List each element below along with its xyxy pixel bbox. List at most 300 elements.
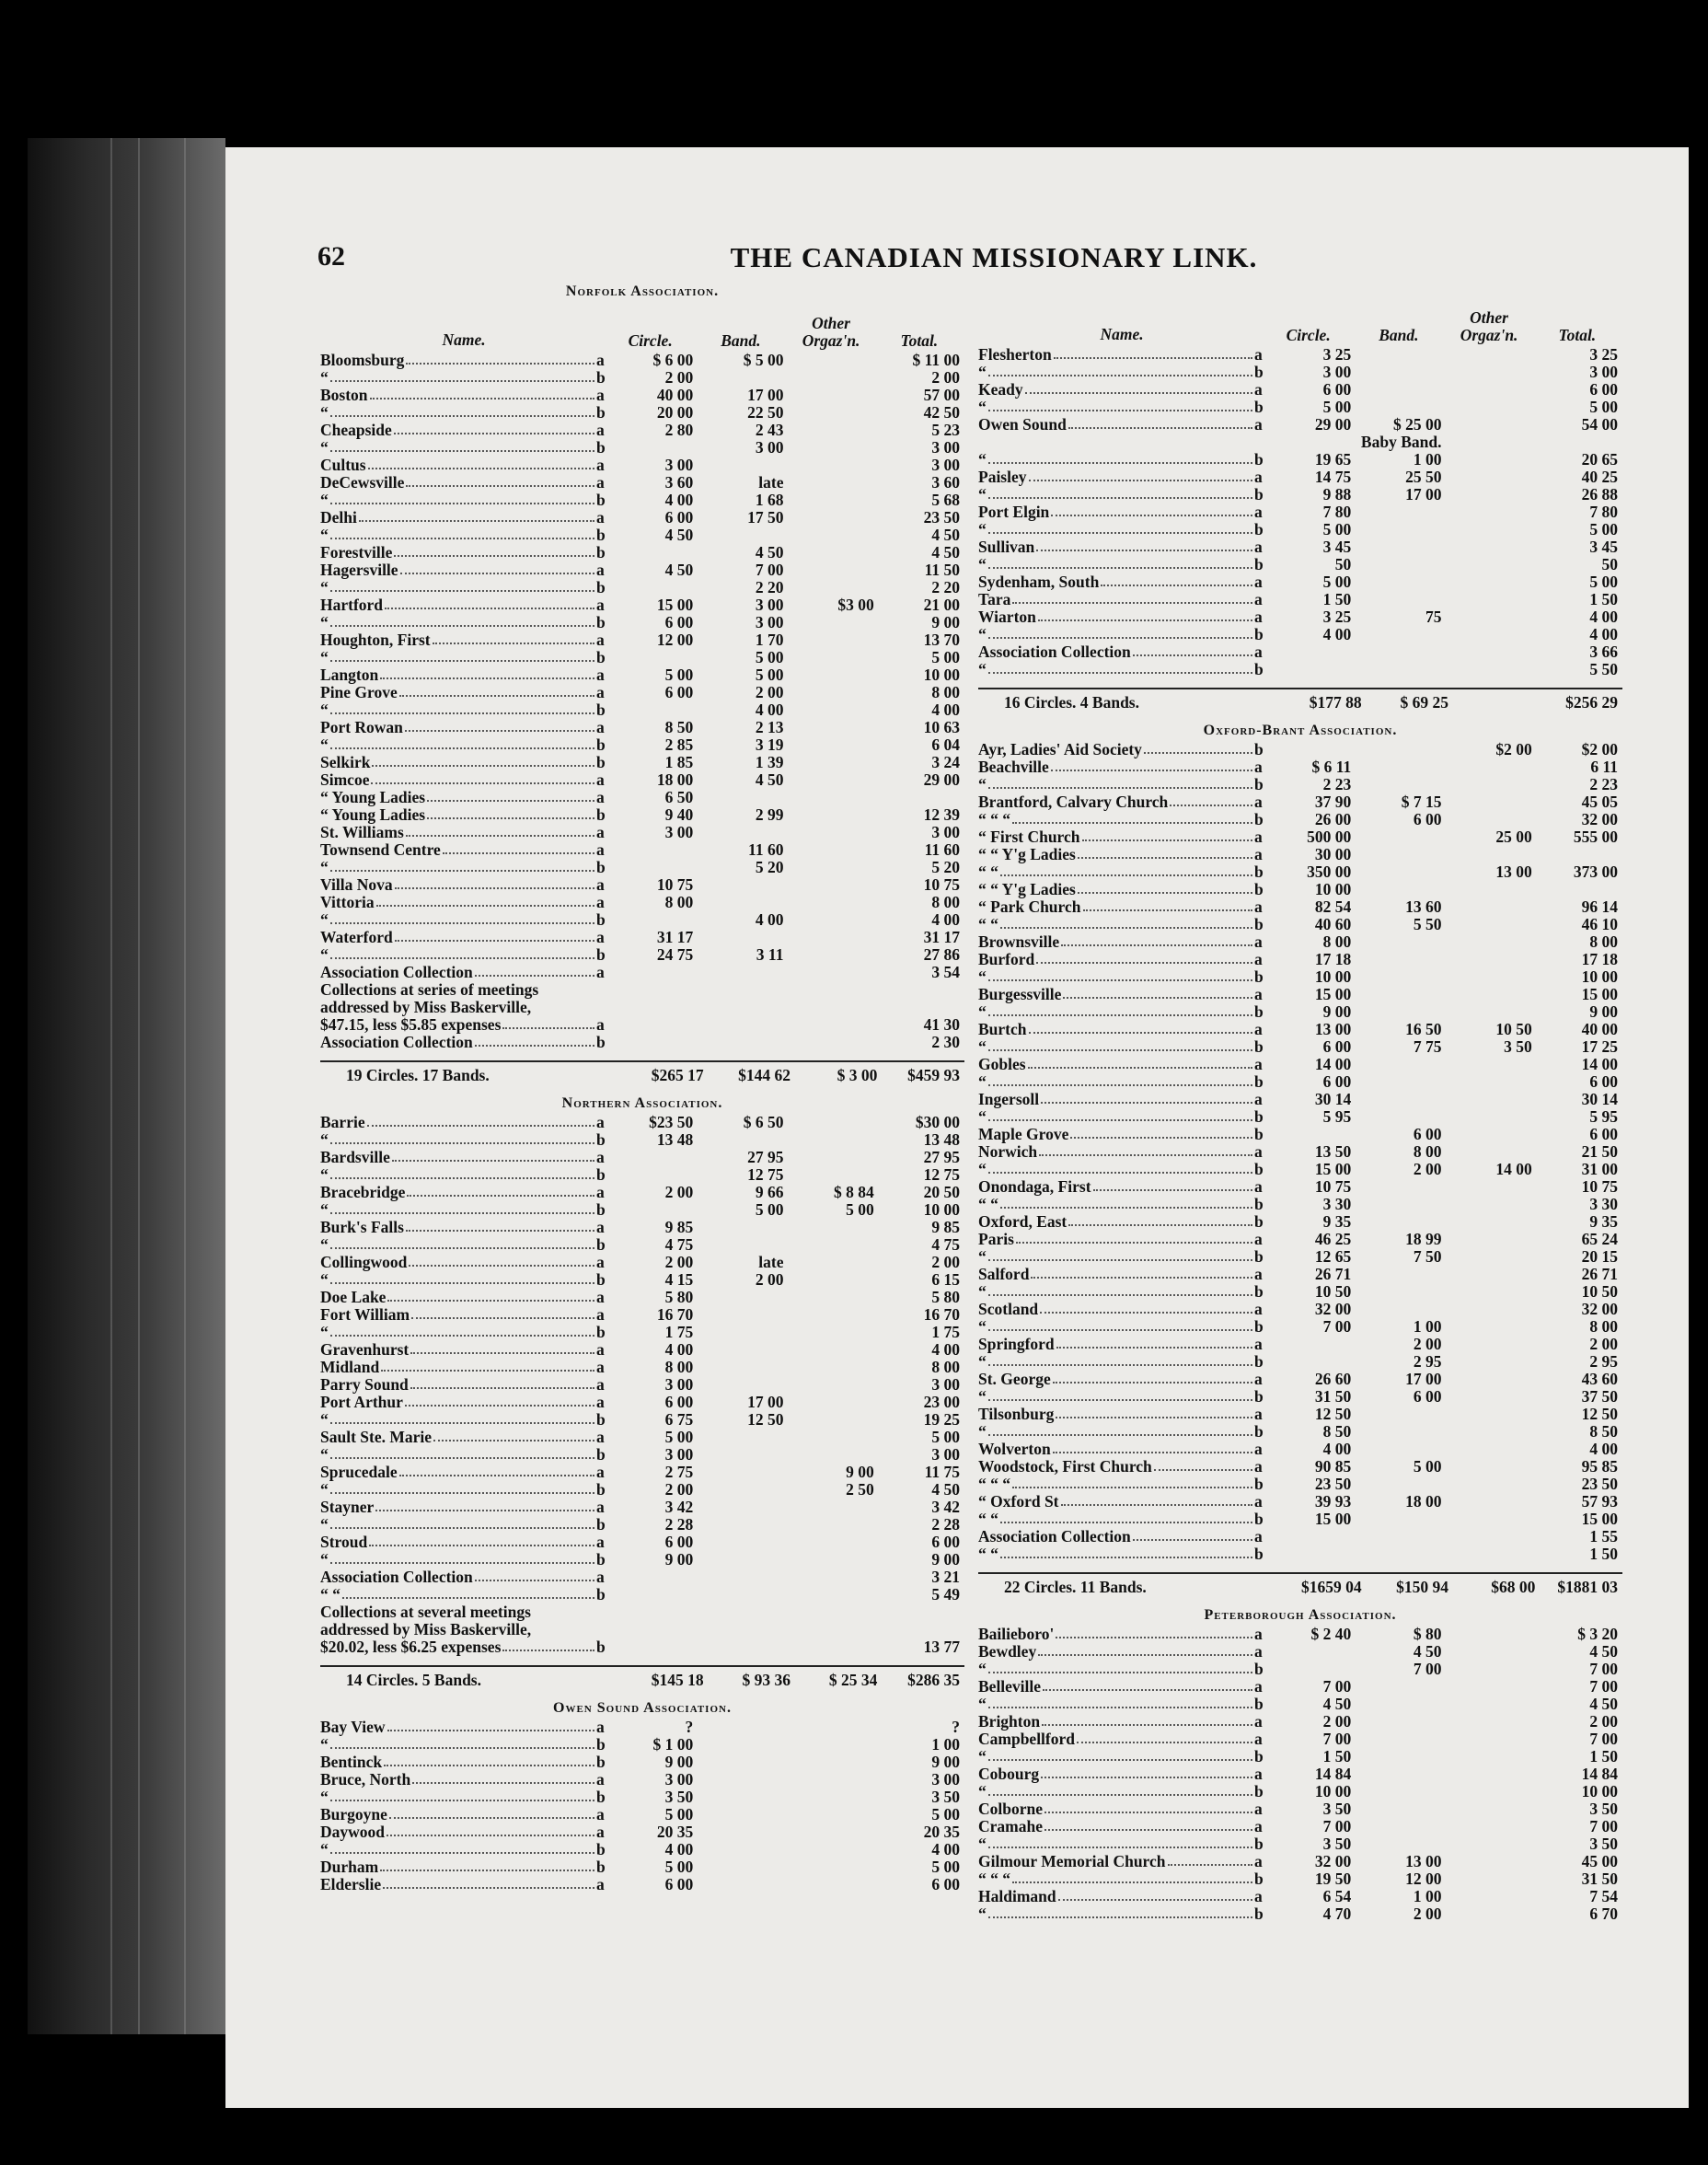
entry-name: Tara (978, 591, 1011, 608)
table-row (978, 863, 1622, 881)
table-row (320, 422, 964, 439)
entry-name-cell (320, 1236, 607, 1254)
table-row (320, 509, 964, 527)
leader-dots (988, 776, 1252, 789)
total-amount: 23 50 (923, 508, 960, 527)
entry-name-cell (320, 1016, 607, 1034)
total-amount: 4 00 (1589, 608, 1618, 626)
table-row (320, 824, 964, 841)
band-amount: late (758, 473, 784, 492)
total-amount: 19 25 (923, 1410, 960, 1429)
entry-name: Boston (320, 387, 368, 404)
page-edge-line (138, 138, 140, 2034)
leader-dots (410, 1376, 594, 1389)
table-row (978, 1713, 1622, 1731)
leader-dots (389, 1806, 594, 1819)
entry-letter: b (596, 859, 606, 876)
entry-name-cell (978, 1353, 1265, 1371)
entry-name-cell (320, 1034, 607, 1051)
leader-dots (1170, 793, 1252, 806)
circle-amount: 3 25 (1322, 345, 1352, 364)
entry-name: Bailieboro' (978, 1626, 1055, 1643)
table-row (978, 556, 1622, 573)
entry-name-cell (320, 492, 607, 509)
leader-dots (1051, 504, 1252, 516)
leader-dots (330, 1446, 594, 1459)
entry-letter: a (1254, 504, 1263, 521)
entry-name-cell (320, 999, 607, 1016)
table-row (320, 404, 964, 422)
entry-name-cell (320, 841, 607, 859)
leader-dots (988, 1835, 1252, 1848)
table-row (320, 1219, 964, 1236)
entry-name-cell (978, 1021, 1265, 1038)
entry-name: Parry Sound (320, 1376, 409, 1394)
entry-name: Daywood (320, 1823, 386, 1841)
entry-name: “ “ “ (978, 1870, 1010, 1888)
entry-name: “ (320, 649, 329, 666)
table-row (320, 876, 964, 894)
entry-name: “ Park Church (978, 898, 1081, 916)
leader-dots (988, 1038, 1252, 1051)
entry-name: Vittoria (320, 894, 375, 911)
other-total: $ 3 00 (837, 1065, 878, 1084)
circle-amount: 3 50 (664, 1788, 694, 1806)
leader-dots (330, 579, 594, 592)
entry-name-cell (978, 1073, 1265, 1091)
leader-dots (1078, 846, 1252, 859)
entry-name: “ (978, 1003, 987, 1021)
entry-name-cell (978, 1783, 1265, 1800)
leader-dots (988, 1388, 1252, 1401)
circle-amount: 3 00 (664, 823, 694, 841)
entry-name: “ (320, 946, 329, 964)
entry-name-cell (320, 1359, 607, 1376)
circle-amount: 23 50 (1314, 1475, 1352, 1493)
table-row (978, 881, 1622, 898)
leader-dots (330, 649, 594, 662)
entry-name-cell (320, 1219, 607, 1236)
circle-amount: 9 35 (1322, 1212, 1352, 1231)
leader-dots (1041, 1766, 1252, 1778)
circle-amount: $ 6 00 (652, 351, 694, 369)
leader-dots (1061, 1493, 1253, 1506)
circle-amount: 5 00 (664, 666, 694, 684)
circle-amount: 16 70 (656, 1305, 694, 1324)
entry-letter: a (596, 1569, 605, 1586)
table-row (320, 1719, 964, 1736)
other-amount: $2 00 (1495, 740, 1532, 758)
total-amount: 9 00 (931, 1753, 960, 1771)
entry-name-cell (978, 916, 1265, 933)
total-amount: 20 50 (923, 1183, 960, 1201)
table-row (320, 492, 964, 509)
entry-letter: b (596, 1034, 606, 1051)
leader-dots (1038, 1643, 1252, 1656)
totals-label: 16 Circles. 4 Bands. (1004, 692, 1139, 712)
entry-name-cell (978, 1283, 1265, 1301)
other-amount: 9 00 (846, 1463, 874, 1481)
total-amount: 5 00 (1589, 520, 1618, 538)
entry-name: Onondaga, First (978, 1178, 1091, 1196)
entry-name: “ “ (978, 1196, 998, 1213)
entry-name: Forestville (320, 544, 393, 562)
band-amount: 13 60 (1405, 897, 1442, 916)
entry-name-cell (320, 789, 607, 806)
leader-dots (988, 1073, 1252, 1086)
entry-name: “ (978, 626, 987, 643)
total-amount: 10 00 (923, 1200, 960, 1219)
entry-name-cell (320, 929, 607, 946)
circle-amount: 4 00 (664, 1340, 694, 1359)
entry-letter: b (596, 579, 606, 596)
entry-name-cell (320, 387, 607, 404)
entry-letter: a (1254, 1766, 1263, 1783)
band-amount: $ 80 (1413, 1625, 1442, 1643)
table-row (978, 1476, 1622, 1493)
leader-dots (1144, 741, 1252, 754)
leader-dots (410, 1341, 594, 1354)
entry-letter: a (596, 562, 605, 579)
leader-dots (1031, 1266, 1252, 1279)
band-amount: 2 00 (1413, 1905, 1442, 1923)
entry-name-cell (320, 474, 607, 492)
band-amount: 5 00 (755, 1200, 784, 1219)
table-row (978, 521, 1622, 538)
entry-name: DeCewsville (320, 474, 405, 492)
entry-letter: a (596, 1719, 605, 1736)
other-amount: 13 00 (1495, 863, 1532, 881)
circle-amount: 50 (1334, 555, 1352, 573)
entry-letter: a (1254, 381, 1263, 399)
total-amount: 3 50 (1589, 1800, 1618, 1818)
table-row (320, 1569, 964, 1586)
grand-total: $1881 03 (1557, 1577, 1618, 1596)
total-amount: 40 00 (1581, 1020, 1618, 1038)
entry-letter: b (1254, 451, 1264, 469)
entry-letter: b (1254, 626, 1264, 643)
leader-dots (988, 364, 1252, 376)
other-total: $68 00 (1491, 1577, 1536, 1596)
total-amount: 9 35 (1589, 1212, 1618, 1231)
entry-letter: b (596, 649, 606, 666)
circle-amount: 6 00 (1322, 1072, 1352, 1091)
entry-name: “ (320, 701, 329, 719)
table-row (320, 946, 964, 964)
table-row (978, 811, 1622, 828)
circle-amount: 7 00 (1322, 1317, 1352, 1336)
entry-name-cell (320, 1823, 607, 1841)
entry-name: Delhi (320, 509, 357, 527)
circle-amount: 9 88 (1322, 485, 1352, 504)
circle-amount: 2 28 (664, 1515, 694, 1534)
table-row (320, 1806, 964, 1823)
leader-dots (330, 1236, 594, 1249)
entry-name-cell (978, 346, 1265, 364)
circle-amount: 5 00 (1322, 398, 1352, 416)
band-total: $ 93 36 (742, 1670, 791, 1689)
leader-dots (988, 626, 1252, 639)
circle-amount: 5 00 (1322, 573, 1352, 591)
column-header (978, 276, 1622, 346)
table-row (320, 1551, 964, 1569)
column-header (320, 302, 964, 352)
entry-name: “ Oxford St (978, 1493, 1059, 1511)
total-amount: 2 00 (1589, 1335, 1618, 1353)
table-row (320, 457, 964, 474)
total-amount: 37 50 (1581, 1387, 1618, 1406)
leader-dots (988, 1748, 1252, 1761)
entry-name: Collections at several meetings (320, 1603, 531, 1621)
circle-amount: 2 00 (1322, 1712, 1352, 1731)
leader-dots (475, 1569, 594, 1581)
leader-dots (380, 666, 594, 679)
entry-name-cell (320, 946, 607, 964)
leader-dots (443, 841, 594, 854)
table-row (978, 776, 1622, 793)
leader-dots (412, 1771, 594, 1784)
entry-name: “ (320, 1841, 329, 1858)
table-row (320, 1771, 964, 1789)
circle-amount: 31 50 (1314, 1387, 1352, 1406)
entry-letter: b (596, 1551, 606, 1569)
leader-dots (330, 1516, 594, 1529)
entry-letter: a (596, 352, 605, 369)
table-row (978, 1423, 1622, 1441)
circle-amount: 4 15 (664, 1270, 694, 1289)
entry-letter: a (596, 1876, 605, 1893)
entry-name: Waterford (320, 929, 393, 946)
total-amount: 4 00 (931, 910, 960, 929)
entry-name: “ (978, 1835, 987, 1853)
entry-letter: b (596, 1446, 606, 1464)
entry-letter: a (1254, 1678, 1263, 1696)
entry-name-cell (320, 1516, 607, 1534)
entry-name: “ (978, 486, 987, 504)
total-amount: 3 00 (931, 1375, 960, 1394)
band-amount: 2 00 (1413, 1335, 1442, 1353)
col-other: Other Orgaz'n. (1460, 308, 1518, 344)
band-amount: 2 20 (755, 578, 784, 596)
table-row (320, 614, 964, 631)
circle-amount: 3 60 (664, 473, 694, 492)
table-row (978, 608, 1622, 626)
entry-name: Association Collection (320, 964, 473, 981)
entry-letter: b (1254, 486, 1264, 504)
entry-name-cell (320, 562, 607, 579)
leader-dots (411, 1306, 594, 1319)
entry-name-cell (978, 1038, 1265, 1056)
entry-letter: b (1254, 1870, 1264, 1888)
entry-letter: a (1254, 986, 1263, 1003)
entry-letter: b (1254, 1661, 1264, 1678)
table-row (978, 364, 1622, 381)
entry-name: “ (978, 1283, 987, 1301)
table-row (978, 1108, 1622, 1126)
entry-name: Norwich (978, 1143, 1038, 1161)
entry-name: Springford (978, 1336, 1055, 1353)
total-amount: 3 00 (931, 456, 960, 474)
total-amount: 2 30 (931, 1033, 960, 1051)
total-amount: 8 00 (1589, 1317, 1618, 1336)
total-amount: 10 75 (1581, 1177, 1618, 1196)
table-row (978, 1678, 1622, 1696)
right-column (978, 276, 1622, 1923)
total-amount: 3 66 (1589, 643, 1618, 661)
other-amount: 14 00 (1495, 1160, 1532, 1178)
entry-letter: b (596, 1411, 606, 1429)
entry-letter: b (596, 1236, 606, 1254)
entry-letter: a (1254, 469, 1263, 486)
total-amount: 3 21 (931, 1568, 960, 1586)
entry-letter: a (596, 1149, 605, 1166)
circle-amount: 7 80 (1322, 503, 1352, 521)
entry-name-cell (978, 1678, 1265, 1696)
total-amount: 5 00 (1589, 398, 1618, 416)
entry-letter: a (1254, 1853, 1263, 1870)
entry-letter: b (1254, 556, 1264, 573)
band-amount: 17 00 (747, 386, 784, 404)
entry-name: Bewdley (978, 1643, 1037, 1661)
entry-letter: a (596, 1823, 605, 1841)
entry-name-cell (320, 1114, 607, 1131)
entry-name: “ (978, 399, 987, 416)
table-row (978, 591, 1622, 608)
leader-dots (330, 1481, 594, 1494)
entry-letter: a (596, 771, 605, 789)
table-row (320, 544, 964, 562)
entry-name: “ “ (978, 863, 998, 881)
total-amount: 5 80 (931, 1288, 960, 1306)
leader-dots (427, 789, 594, 802)
leader-dots (988, 1283, 1252, 1296)
other-amount: $ 8 84 (833, 1183, 874, 1201)
total-amount: 5 00 (1589, 573, 1618, 591)
other-amount: $3 00 (837, 596, 874, 614)
entry-letter: b (1254, 521, 1264, 538)
entry-name: Stroud (320, 1534, 368, 1551)
entry-name-cell (320, 1534, 607, 1551)
leader-dots (369, 1534, 594, 1546)
table-row (978, 661, 1622, 678)
entry-name-cell (978, 1056, 1265, 1073)
totals-label: 22 Circles. 11 Bands. (1004, 1577, 1147, 1596)
table-row (978, 1231, 1622, 1248)
leader-dots (1039, 1143, 1252, 1156)
leader-dots (1012, 1870, 1252, 1883)
table-row (320, 474, 964, 492)
leader-dots (988, 1696, 1252, 1708)
band-amount: 17 00 (1405, 1370, 1442, 1388)
band-amount: 75 (1425, 608, 1442, 626)
band-amount: 6 00 (1413, 1387, 1442, 1406)
entry-name: Collections at series of meetings (320, 981, 539, 999)
leader-dots (1016, 1231, 1252, 1244)
total-amount: 1 50 (1589, 590, 1618, 608)
entry-letter: a (1254, 758, 1263, 776)
entry-name-cell (978, 881, 1265, 898)
total-amount: 8 50 (1589, 1422, 1618, 1441)
entry-letter: b (1254, 1388, 1264, 1406)
leader-dots (330, 736, 594, 749)
entry-name-cell (978, 381, 1265, 399)
entry-name-cell (320, 1464, 607, 1481)
entry-name: Woodstock, First Church (978, 1458, 1152, 1476)
entry-name-cell (320, 352, 607, 369)
entry-name: Selkirk (320, 754, 371, 771)
leader-dots (330, 439, 594, 452)
band-amount: $ 6 50 (743, 1113, 784, 1131)
entry-name-cell (320, 1341, 607, 1359)
total-amount: 555 00 (1573, 828, 1618, 846)
entry-name-cell (978, 626, 1265, 643)
total-amount: ? (952, 1718, 960, 1736)
entry-name-cell (978, 1301, 1265, 1318)
entry-letter: b (596, 1324, 606, 1341)
entry-name: Maple Grove (978, 1126, 1069, 1143)
entry-name: “ (978, 661, 987, 678)
table-row (978, 1161, 1622, 1178)
entry-letter: b (1254, 1423, 1264, 1441)
total-amount: 6 00 (931, 1875, 960, 1893)
entry-letter: b (596, 1754, 606, 1771)
entry-name: “ (978, 1905, 987, 1923)
entry-letter: b (596, 369, 606, 387)
entry-name: “ Young Ladies (320, 806, 426, 824)
entry-name: “ (978, 1161, 987, 1178)
table-row (320, 806, 964, 824)
circle-amount: 32 00 (1314, 1300, 1352, 1318)
entry-name: Salford (978, 1266, 1030, 1283)
total-amount: 1 75 (931, 1323, 960, 1341)
entry-name: Bruce, North (320, 1771, 411, 1789)
circle-amount: 18 00 (656, 770, 694, 789)
leader-dots (988, 1661, 1252, 1673)
table-row (320, 1411, 964, 1429)
oxford-brant-title: Oxford-Brant Association. (1203, 723, 1398, 738)
leader-dots (988, 1248, 1252, 1261)
total-amount: 23 50 (1581, 1475, 1618, 1493)
circle-amount: 350 00 (1307, 863, 1352, 881)
leader-dots (1058, 1888, 1252, 1901)
entry-name-cell (320, 1429, 607, 1446)
total-amount: 10 75 (923, 875, 960, 894)
table-row (978, 381, 1622, 399)
entry-name: Campbellford (978, 1731, 1075, 1748)
table-row (978, 1336, 1622, 1353)
entry-name: Gobles (978, 1056, 1026, 1073)
entry-name: “ (978, 451, 987, 469)
total-amount: 7 54 (1589, 1887, 1618, 1905)
entry-letter: a (1254, 1266, 1263, 1283)
entry-name-cell (320, 614, 607, 631)
table-row (978, 1143, 1622, 1161)
total-amount: 26 71 (1581, 1265, 1618, 1283)
total-amount: 6 04 (931, 735, 960, 754)
leader-dots (330, 1551, 594, 1564)
leader-dots (400, 562, 594, 574)
entry-name: “ (320, 527, 329, 544)
entry-name: “ “ (978, 1511, 998, 1528)
circle-amount: $ 2 40 (1310, 1625, 1352, 1643)
entry-name-cell (978, 1248, 1265, 1266)
table-row (978, 538, 1622, 556)
table-row (978, 1870, 1622, 1888)
table-row (320, 1306, 964, 1324)
entry-name: “ (978, 1038, 987, 1056)
entry-name: Gravenhurst (320, 1341, 410, 1359)
table-row (320, 439, 964, 457)
